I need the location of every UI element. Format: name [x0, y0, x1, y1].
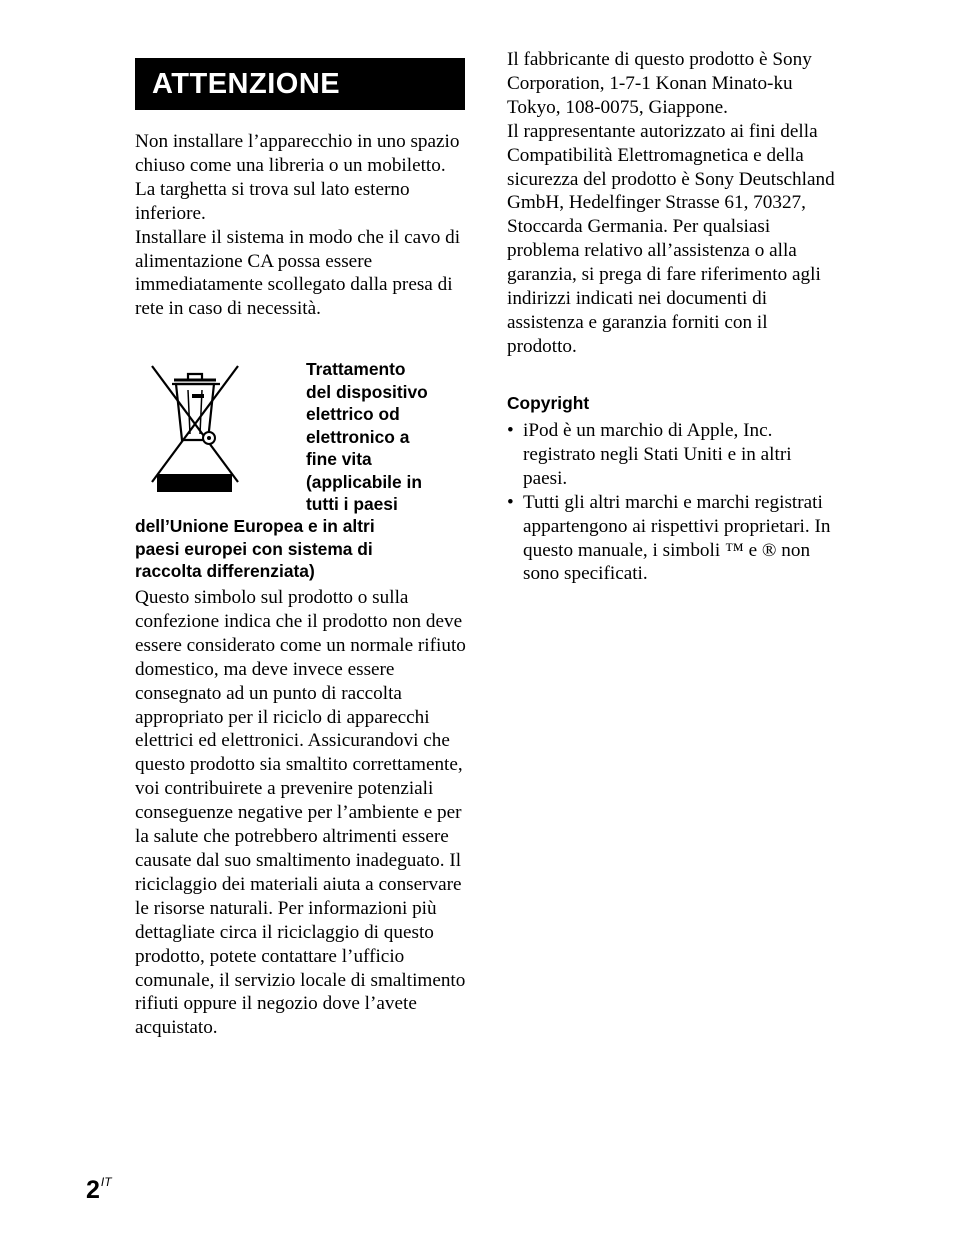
bullet-icon: • — [507, 420, 514, 441]
list-item-text: iPod è un marchio di Apple, Inc. registrato negli Stati Uniti e in altri paesi. — [523, 420, 792, 489]
list-item — [507, 419, 837, 491]
page-number — [86, 1175, 112, 1205]
bullet-icon: • — [507, 491, 514, 513]
intro-paragraph: Installare il sistema in modo che il cavo di alimentazione CA possa essere immediatamente scollegato dalla presa di rete in caso di necessità. — [135, 226, 461, 320]
page-number-suffix: IT — [100, 1175, 112, 1189]
weee-heading — [306, 358, 471, 516]
intro-paragraph: La targhetta si trova sul lato esterno inferiore. — [135, 178, 410, 224]
weee-heading-line: tutti i paesi — [306, 494, 398, 514]
crossed-out-wheelie-bin-icon — [148, 362, 242, 494]
weee-heading-line: Trattamento — [306, 359, 406, 379]
copyright-list — [507, 419, 837, 586]
weee-heading-line: (applicabile in — [306, 471, 422, 492]
weee-body: Questo simbolo sul prodotto o sulla confezione indica che il prodotto non deve essere considerato come un normale rifiuto domestico, ma deve invece essere consegnato ad un punto di raccolta appropriato per il riciclo di apparecchi elettrici ed elettronici. Assicurandovi che questo prodotto sia smaltito correttamente, voi contribuirete a prevenire potenziali conseguenze negative per l’ambiente e per la salute che potrebbero altrimenti essere causate dal suo smaltimento inadeguato. Il riciclaggio dei materiali aiuta a conservare le risorse naturali. Per informazioni più dettagliate circa il riciclaggio di questo prodotto, potete contattare l’ufficio comunale, il servizio locale di smaltimento rifiuti oppure il negozio dove l’avete acquistato. — [135, 587, 466, 1039]
weee-heading-line: dell’Unione Europea e in altri — [135, 516, 375, 536]
weee-heading-line: elettrico od — [306, 404, 400, 424]
weee-heading-line: del dispositivo — [306, 381, 428, 402]
manufacturer-section — [507, 48, 837, 359]
weee-heading-line: elettronico a — [306, 426, 410, 447]
list-item — [507, 491, 837, 587]
intro-paragraph: Non installare l’apparecchio in uno spazio chiuso come una libreria o un mobiletto. — [135, 131, 460, 176]
manufacturer-paragraph: Il fabbricante di questo prodotto è Sony Corporation, 1-7-1 Konan Minato-ku Tokyo, 108-0075, Giappone. — [507, 49, 812, 118]
weee-heading-line: raccolta differenziata) — [135, 561, 315, 581]
list-item-text: Tutti gli altri marchi e marchi registrati appartengono ai rispettivi proprietari. In questo manuale, i simboli ™ e ® non sono specificati. — [523, 491, 831, 585]
weee-heading-line: paesi europei con sistema di — [135, 538, 373, 559]
intro-section — [135, 130, 467, 321]
weee-heading-line: fine vita — [306, 449, 372, 469]
copyright-heading: Copyright — [507, 393, 590, 413]
page-number-value: 2 — [86, 1176, 100, 1204]
manufacturer-paragraph: Il rappresentante autorizzato ai fini della Compatibilità Elettromagnetica e della sicurezza del prodotto è Sony Deutschland GmbH, Hedelfinger Strasse 61, 70327, Stoccarda Germania. Per qualsiasi problema relativo all’assistenza o alla garanzia, si prega di fare riferimento agli indirizzi indicati nei documenti di assistenza e garanzia forniti con il prodotto. — [507, 120, 835, 357]
page-title — [135, 58, 465, 110]
page-title-text: ATTENZIONE — [152, 67, 341, 100]
weee-heading-continued — [135, 515, 475, 583]
